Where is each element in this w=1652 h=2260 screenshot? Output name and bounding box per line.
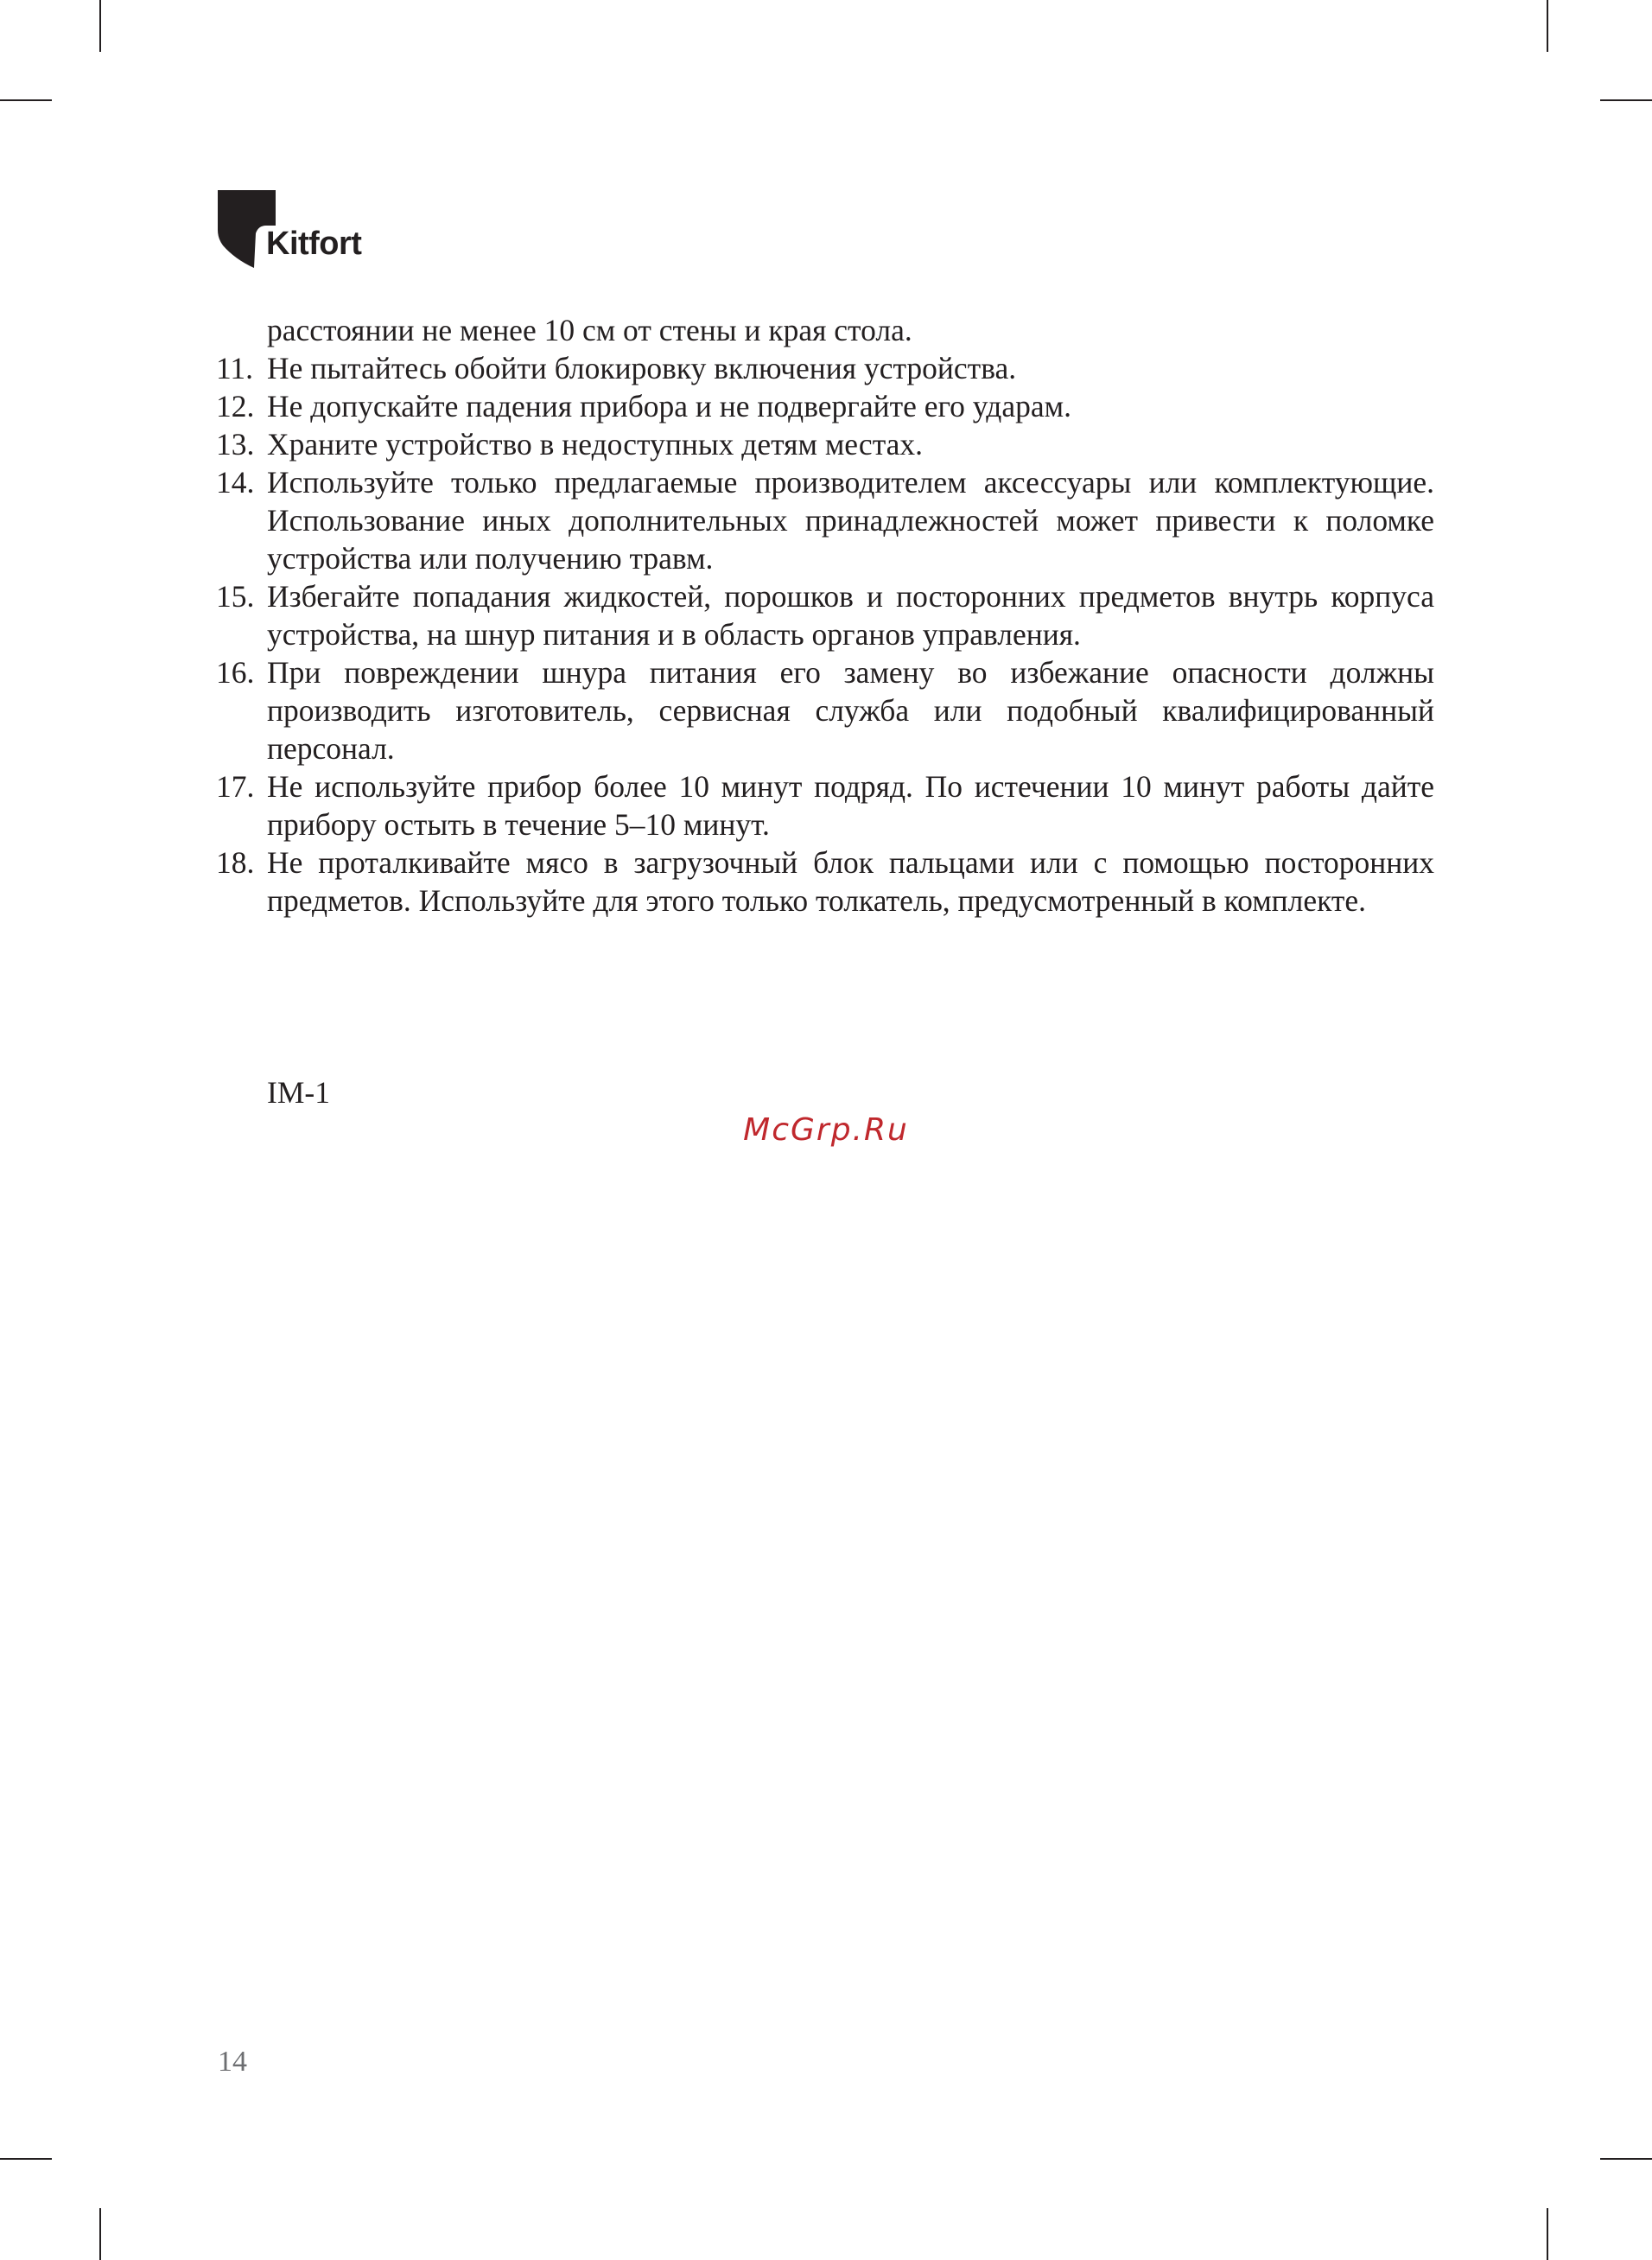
model-code: IM-1	[267, 1075, 330, 1110]
brand-logo-text: Kitfort	[266, 226, 362, 262]
list-item-text: Не используйте прибор более 10 минут подряд. По истечении 10 минут работы дайте прибору остыть в течение 5–10 минут.	[267, 769, 1434, 842]
crop-mark-bottom-left-horizontal	[0, 2158, 52, 2160]
crop-mark-bottom-right-vertical	[1547, 2208, 1548, 2260]
list-item-text: Не проталкивайте мясо в загрузочный блок пальцами или с помощью посторонних предметов. Используйте для этого только толкатель, предусмотренный в комплекте.	[267, 845, 1434, 918]
list-item-text: Не пытайтесь обойти блокировку включения устройства.	[267, 351, 1017, 385]
page-number: 14	[218, 2046, 247, 2078]
list-item-text: При повреждении шнура питания его замену во избежание опасности должны производить изготовитель, сервисная служба или подобный квалифицированный персонал.	[267, 655, 1434, 766]
list-item-18	[216, 844, 1434, 920]
crop-mark-top-left-vertical	[99, 0, 101, 52]
safety-instructions-list	[216, 311, 1434, 920]
list-item-15	[216, 577, 1434, 653]
list-item-number: 14.	[216, 465, 255, 500]
list-item-text: расстоянии не менее 10 см от стены и края стола.	[267, 313, 912, 347]
crop-mark-bottom-left-vertical	[99, 2208, 101, 2260]
list-item-number: 12.	[216, 389, 255, 423]
list-item-number: 16.	[216, 655, 255, 690]
list-item-number: 17.	[216, 769, 255, 804]
crop-mark-top-right-horizontal	[1600, 99, 1652, 101]
crop-mark-bottom-right-horizontal	[1600, 2158, 1652, 2160]
list-item-number: 13.	[216, 427, 255, 462]
crop-mark-top-right-vertical	[1547, 0, 1548, 52]
list-item-number: 11.	[216, 351, 254, 385]
list-item-text: Используйте только предлагаемые производителем аксессуары или комплектующие. Использование иных дополнительных принадлежностей может привести к поломке устройства или получению травм.	[267, 465, 1434, 576]
list-item-11	[216, 349, 1434, 387]
list-item-text: Избегайте попадания жидкостей, порошков и посторонних предметов внутрь корпуса устройства, на шнур питания и в область органов управления.	[267, 579, 1434, 652]
list-item-text: Не допускайте падения прибора и не подвергайте его ударам.	[267, 389, 1071, 423]
brand-logo	[216, 188, 389, 271]
list-item-17	[216, 767, 1434, 844]
watermark-text: McGrp.Ru	[743, 1112, 909, 1148]
list-item-text: Храните устройство в недоступных детям местах.	[267, 427, 924, 462]
list-item-16	[216, 653, 1434, 767]
list-item-14	[216, 463, 1434, 577]
list-item-number: 18.	[216, 845, 255, 880]
list-item-continuation	[216, 311, 1434, 349]
list-item-12	[216, 387, 1434, 425]
crop-mark-top-left-horizontal	[0, 99, 52, 101]
list-item-number: 15.	[216, 579, 255, 614]
list-item-13	[216, 425, 1434, 463]
